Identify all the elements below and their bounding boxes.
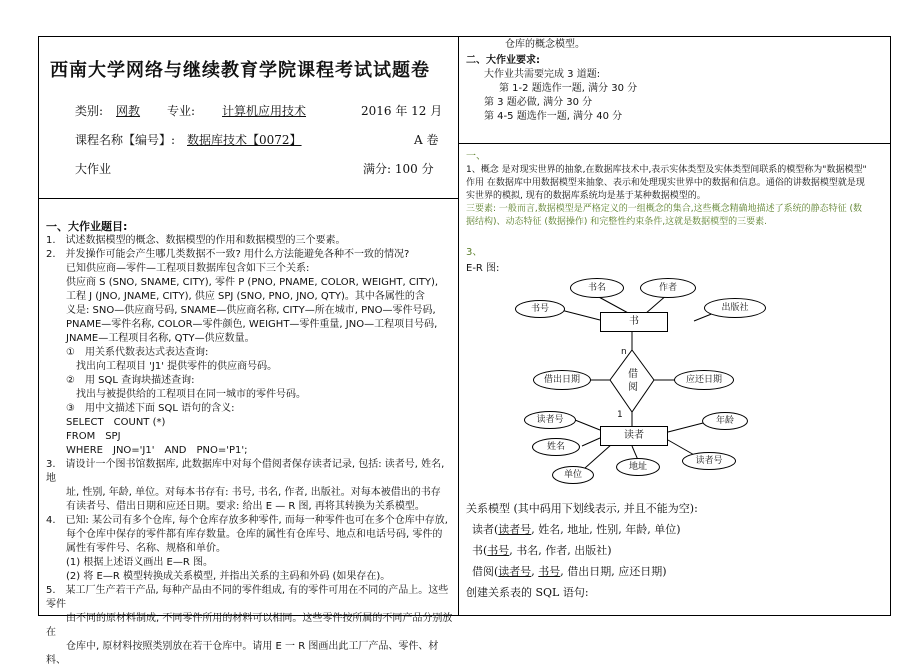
question-line: ③ 用中文描述下面 SQL 语句的含义: xyxy=(46,403,235,414)
question-line: 址, 性别, 年龄, 单位。对每本书存有: 书号, 书名, 作者, 出版社。对每本被借出的书存 xyxy=(46,487,441,498)
cardinality-n: n xyxy=(621,347,627,357)
relation-model-title: 关系模型 (其中码用下划线表示, 并且不能为空): xyxy=(466,502,698,515)
question-line: 供应商 S (SNO, SNAME, CITY), 零件 P (PNO, PNAME, COLOR, WEIGHT, CITY), xyxy=(46,277,439,288)
attr-address: 地址 xyxy=(616,458,660,476)
attr-unit: 单位 xyxy=(552,466,594,484)
relation-borrow-sep: , xyxy=(531,565,539,578)
category-value: 网教 xyxy=(116,104,141,118)
question-line: (2) 将 E—R 模型转换成关系模型, 并指出关系的主码和外码 (如果存在)。 xyxy=(46,571,391,582)
course-value: 数据库技术【0072】 xyxy=(187,133,302,147)
assignment-type: 大作业 xyxy=(75,162,112,176)
answer-line: 1、概念 是对现实世界的抽象,在数据库技术中,表示实体类型及实体类型间联系的模型称为"数据模型" xyxy=(466,165,867,175)
paper-version: A 卷 xyxy=(414,133,439,147)
question-line: JNAME—工程项目名称, QTY—供应数量。 xyxy=(46,333,255,344)
requirement-line: 大作业共需要完成 3 道题: xyxy=(484,69,601,80)
section-1-heading: 一、大作业题目: xyxy=(46,220,128,233)
sql-title: 创建关系表的 SQL 语句: xyxy=(466,586,589,599)
attr-reader-no-2: 读者号 xyxy=(682,452,736,470)
relation-reader-prefix: 读者( xyxy=(472,523,499,536)
relation-borrow-rest: , 借出日期, 应还日期) xyxy=(560,565,667,578)
question-line: ① 用关系代数表达式表达查询: xyxy=(46,347,209,358)
question-line: (1) 根据上述语义画出 E—R 图。 xyxy=(46,557,213,568)
full-score: 满分: 100 分 xyxy=(363,162,434,176)
question-line: 5. 某工厂生产若干产品, 每种产品由不同的零件组成, 有的零件可用在不同的产品上。这些零件 xyxy=(46,585,449,610)
relation-reader xyxy=(472,519,681,540)
cardinality-1: 1 xyxy=(617,410,623,420)
answer-line: 据结构)、动态特征 (数据操作) 和完整性约束条件,这就是数据模型的三要素. xyxy=(466,217,767,227)
answer-line: 实世界的模拟, 现有的数据库系统均是基于某种数据模型的。 xyxy=(466,191,706,201)
question-line: PNAME—零件名称, COLOR—零件颜色, WEIGHT—零件重量, JNO—工程项目号码, xyxy=(46,319,438,330)
requirement-line: 第 1-2 题选作一题, 满分 30 分 xyxy=(499,83,638,94)
attr-name: 姓名 xyxy=(532,438,580,456)
relation-borrow-prefix: 借阅( xyxy=(472,565,499,578)
question-line: 4. 已知: 某公司有多个仓库, 每个仓库存放多种零件, 而每一种零件也可在多个仓库中存放, xyxy=(46,515,448,526)
question-line: 3. 请设计一个图书馆数据库, 此数据库中对每个借阅者保存读者记录, 包括: 读者号, 姓名, 地 xyxy=(46,459,445,484)
section-2-heading: 二、大作业要求: xyxy=(466,55,540,66)
question-line: 工程 J (JNO, JNAME, CITY), 供应 SPJ (SNO, PNO, JNO, QTY)。其中各属性的含 xyxy=(46,291,425,302)
question-line: 找出向工程项目 'J1' 提供零件的供应商号码。 xyxy=(46,361,278,372)
relation-borrow xyxy=(472,561,667,582)
answer-line: 作用 在数据库中用数据模型来抽象、表示和处理现实世界中的数据和信息。通俗的讲数据模型就是现 xyxy=(466,178,865,188)
exam-title: 西南大学网络与继续教育学院课程考试试题卷 xyxy=(50,60,430,81)
exam-date: 2016 年 12 月 xyxy=(361,104,443,118)
question-line: 由不同的原材料制成, 不同零件所用的材料可以相同。这些零件按所属的不同产品分别放在 xyxy=(46,613,453,638)
answer-3-mark: 3、 xyxy=(466,247,483,258)
category-label: 类别: xyxy=(75,104,104,118)
requirement-line: 第 3 题必做, 满分 30 分 xyxy=(484,97,593,108)
relationship-borrow: 借阅 xyxy=(628,369,638,393)
relation-reader-key: 读者号 xyxy=(498,523,532,536)
question-line: 仓库中, 原材料按照类别放在若干仓库中。请用 E 一 R 图画出此工厂产品、零件、材料、 xyxy=(46,641,439,666)
requirement-line: 第 4-5 题选作一题, 满分 40 分 xyxy=(484,111,623,122)
answer-1-mark: 一、 xyxy=(466,151,486,162)
relation-borrow-key-1: 读者号 xyxy=(498,565,532,578)
relation-borrow-key-2: 书号 xyxy=(538,565,561,578)
question-line: 2. 并发操作可能会产生哪几类数据不一致? 用什么方法能避免各种不一致的情况? xyxy=(46,249,410,260)
question-line: SELECT COUNT (*) xyxy=(46,417,166,428)
question-line: 每个仓库中保存的零件都有库存数量。仓库的属性有仓库号、地点和电话号码, 零件的 xyxy=(46,529,443,540)
question-line: FROM SPJ xyxy=(46,431,121,442)
er-diagram-label: E-R 图: xyxy=(466,263,500,274)
course-label: 课程名称【编号】: xyxy=(75,133,176,147)
question-line: ② 用 SQL 查询块描述查询: xyxy=(46,375,195,386)
attr-author: 作者 xyxy=(640,278,696,298)
attr-publisher: 出版社 xyxy=(704,298,766,318)
relation-book-rest: , 书名, 作者, 出版社) xyxy=(509,544,612,557)
question-line: 义是: SNO—供应商号码, SNAME—供应商名称, CITY—所在城市, PNO—零件号码, xyxy=(46,305,436,316)
major-value: 计算机应用技术 xyxy=(222,104,307,118)
major-label: 专业: xyxy=(167,104,196,118)
relation-reader-rest: , 姓名, 地址, 性别, 年龄, 单位) xyxy=(531,523,681,536)
entity-book: 书 xyxy=(600,312,668,332)
entity-reader: 读者 xyxy=(600,426,668,446)
relation-book xyxy=(472,540,612,561)
question-line: 1. 试述数据模型的概念、数据模型的作用和数据模型的三个要素。 xyxy=(46,235,346,246)
question-line: 属性有零件号、名称、规格和单价。 xyxy=(46,543,226,554)
attr-reader-no: 读者号 xyxy=(524,411,576,429)
attr-book-no: 书号 xyxy=(515,300,565,318)
question-line: 找出与被提供给的工程项目在同一城市的零件号码。 xyxy=(46,389,306,400)
question-line: 有读者号、借出日期和应还日期。要求: 给出 E — R 图, 再将其转换为关系模型。 xyxy=(46,501,425,512)
relation-book-key: 书号 xyxy=(487,544,510,557)
attr-due-date: 应还日期 xyxy=(674,370,734,390)
relation-book-prefix: 书( xyxy=(472,544,488,557)
attr-borrow-date: 借出日期 xyxy=(533,370,591,390)
question-line: 已知供应商—零件—工程项目数据库包含如下三个关系: xyxy=(46,263,310,274)
question-line: WHERE JNO='J1' AND PNO='P1'; xyxy=(46,445,248,456)
answer-line: 三要素: 一般而言,数据模型是严格定义的一组概念的集合,这些概念精确地描述了系统的静态特征 (数 xyxy=(466,204,862,214)
attr-age: 年龄 xyxy=(702,412,748,430)
attr-book-name: 书名 xyxy=(570,278,624,298)
continued-line: 仓库的概念模型。 xyxy=(505,39,585,50)
